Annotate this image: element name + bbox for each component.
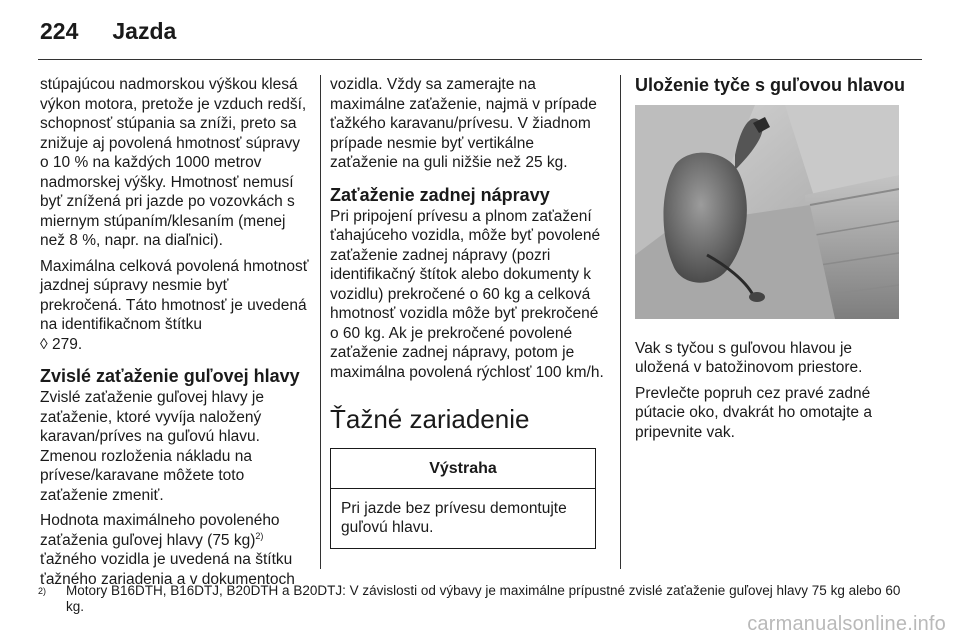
- page-reference-icon: ◊: [40, 335, 48, 353]
- column-divider: [320, 75, 321, 569]
- footnote: [38, 583, 918, 615]
- strap-instructions-paragraph: Prevlečte popruh cez pravé zadné pútacie oko, dvakrát ho omotajte a pripevnite vak.: [635, 384, 872, 441]
- warning-text: Pri jazde bez prívesu demontujte guľovú hlavu.: [341, 499, 567, 536]
- page-number: 224: [40, 18, 79, 44]
- column-1: [40, 75, 312, 595]
- page-reference-number: 279.: [51, 335, 83, 353]
- watermark: carmanualsonline.info: [747, 613, 946, 635]
- section-heading-towbar-storage: Uloženie tyče s guľovou hlavou: [635, 75, 905, 95]
- bag-stored-paragraph: Vak s tyčou s guľovou hlavou je uložená v batožinovom priestore.: [635, 339, 863, 376]
- footnote-mark: 2): [38, 586, 47, 596]
- max-load-paragraph: [40, 511, 312, 589]
- footnote-text: Motory B16DTH, B16DTJ, B20DTH a B20DTJ: V závislosti od výbavy je maximálne prípustné zvislé zaťaženie guľovej hlavy 75 kg alebo 60 kg.: [66, 583, 901, 614]
- rear-axle-paragraph: Pri pripojení prívesu a plnom zaťažení ťahajúceho vozidla, môže byť povolené zaťaženie zadnej nápravy (pozri identifikačný štítok alebo dokumenty k vozidlu) prekročené o 60 kg a celková hmotnosť vozidla môže byť prekročené o 60 kg. Ak je prekročené povolené zaťaženie zadnej nápravy, potom je maximálna povolená rýchlosť 100 km/h.: [330, 207, 604, 381]
- footnote-reference: 2): [255, 530, 264, 541]
- page-reference-link[interactable]: [40, 336, 82, 353]
- vertical-load-paragraph: Zvislé zaťaženie guľovej hlavy je zaťaženie, ktoré vyvíja naložený karavan/príves na guľovú hlavu. Zmenou rozloženia nákladu na prívese/karavane môžete toto zaťaženie zmeniť.: [40, 389, 265, 504]
- page-header: [40, 18, 176, 52]
- section-heading-rear-axle: Zaťaženie zadnej nápravy: [330, 184, 550, 205]
- max-weight-paragraph: [40, 257, 312, 355]
- column-2: [330, 75, 604, 549]
- column-divider: [620, 75, 621, 569]
- section-heading-vertical-load: Zvislé zaťaženie guľovej hlavy: [40, 366, 300, 386]
- vehicle-load-paragraph: vozidla. Vždy sa zamerajte na maximálne zaťaženie, najmä v prípade ťažkého karavanu/prívesu. V žiadnom prípade nesmie byť vertikálne zaťaženie na guli nižšie než 25 kg.: [330, 76, 597, 171]
- warning-box: [330, 448, 596, 549]
- altitude-paragraph: stúpajúcou nadmorskou výškou klesá výkon motora, pretože je vzduch redší, schopnosť stúpania sa zníži, preto sa znižuje aj povolená hmotnosť súpravy o 10 % na každých 1000 metrov nadmorskej výšky. Hmotnosť nemusí byť znížená pri jazde po vozovkách s miernym stúpaním/klesaním (menej než 8 %, napr. na diaľnici).: [40, 76, 307, 249]
- chapter-title: Jazda: [112, 18, 177, 44]
- header-divider: [38, 59, 922, 60]
- max-weight-text: Maximálna celková povolená hmotnosť jazdnej súpravy nesmie byť prekročená. Táto hmotnosť je uvedená na identifikačnom štítku: [40, 257, 309, 333]
- towbar-bag-in-boot-photo: [635, 105, 899, 319]
- warning-title: Výstraha: [331, 449, 595, 489]
- section-heading-towing-equipment: Ťažné zariadenie: [330, 404, 530, 434]
- max-load-text-cont: ťažného vozidla je uvedená na štítku ťažného zariadenia a v dokumentoch: [40, 551, 295, 588]
- max-load-text: Hodnota maximálneho povoleného zaťaženia guľovej hlavy (75 kg): [40, 512, 280, 549]
- column-3: [635, 75, 907, 448]
